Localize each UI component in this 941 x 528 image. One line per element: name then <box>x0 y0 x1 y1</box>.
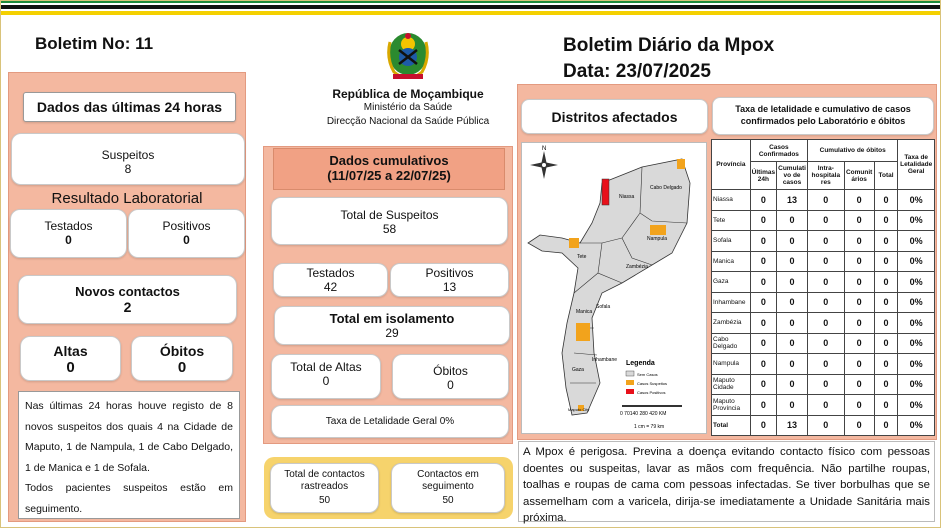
cumulative-title: Dados cumulativos <box>329 153 449 168</box>
table-cell: 0 <box>808 333 845 354</box>
table-cell: 0 <box>808 374 845 395</box>
table-row <box>712 313 935 334</box>
table-cell: 0 <box>750 333 776 354</box>
tested-24h-label: Testados <box>44 219 93 233</box>
table-cell: 0 <box>844 272 874 293</box>
total-suspects-label: Total de Suspeitos <box>340 208 439 222</box>
contacts-traced-value: 50 <box>318 495 331 506</box>
new-contacts-value: 2 <box>123 299 132 315</box>
th-community: Comunit ários <box>844 162 874 190</box>
table-cell: 0% <box>898 313 935 334</box>
discharges-24h-value: 0 <box>66 359 75 376</box>
rate-title-box <box>712 97 934 135</box>
map-label-nampula: Nampula <box>647 236 668 242</box>
table-cell: 0 <box>874 272 898 293</box>
daily-note-summary: Nas últimas 24 horas houve registo de 8 novos suspeitos dos quais 4 na Cidade de Maputo, 1 de Nampula, 1 de Cabo Delgado, 1 de Manica e 1 de Sofala. <box>25 400 233 474</box>
table-cell: 13 <box>777 190 808 211</box>
cumulative-title-box <box>273 148 505 190</box>
districts-title-box <box>521 99 708 134</box>
daily-note-followup: Todos pacientes suspeitos estão em seguimento. <box>25 482 233 515</box>
compass-rose-icon <box>530 151 558 179</box>
tested-24h-value: 0 <box>65 233 72 247</box>
ministry-name: Ministério da Saúde <box>363 102 453 113</box>
mozambique-map <box>521 142 707 434</box>
table-cell: 0 <box>844 251 874 272</box>
province-name-cell: Manica <box>712 251 751 272</box>
map-label-niassa: Niassa <box>619 194 635 200</box>
table-row <box>712 415 935 436</box>
table-row <box>712 272 935 293</box>
table-row <box>712 395 935 416</box>
table-cell: 0 <box>777 231 808 252</box>
table-row <box>712 210 935 231</box>
province-name-cell: Maputo Província <box>712 395 751 416</box>
coat-of-arms-emblem <box>382 28 434 82</box>
table-cell: 0 <box>808 231 845 252</box>
table-cell: 0 <box>777 272 808 293</box>
deaths-cum-value: 0 <box>447 378 454 392</box>
tested-24h-card <box>10 209 127 258</box>
map-label-manica: Manica <box>576 309 593 315</box>
bulletin-number: Boletim No: 11 <box>35 34 154 53</box>
table-cell: 0 <box>844 374 874 395</box>
positive-24h-card <box>128 209 245 258</box>
deaths-cum-card <box>392 354 509 399</box>
isolation-value: 29 <box>385 326 399 340</box>
table-row <box>712 231 935 252</box>
discharges-24h-label: Altas <box>53 343 88 359</box>
deaths-24h-label: Óbitos <box>159 343 205 359</box>
cumulative-period: (11/07/25 a 22/07/25) <box>327 168 451 183</box>
table-cell: 0 <box>777 292 808 313</box>
table-cell: 0 <box>844 395 874 416</box>
table-cell: 0 <box>808 272 845 293</box>
scale-label: 0 70140 280 420 KM <box>620 411 667 417</box>
table-cell: 0 <box>808 395 845 416</box>
province-name-cell: Inhambane <box>712 292 751 313</box>
new-contacts-card <box>18 275 237 324</box>
province-name-cell: Nampula <box>712 354 751 375</box>
table-cell: 0% <box>898 354 935 375</box>
province-name-cell: Niassa <box>712 190 751 211</box>
table-cell: 0 <box>777 210 808 231</box>
table-cell: 0 <box>750 231 776 252</box>
table-cell: 0 <box>777 354 808 375</box>
table-cell: 0% <box>898 251 935 272</box>
table-cell: 0% <box>898 415 935 436</box>
table-cell: 0 <box>874 354 898 375</box>
table-cell: 0 <box>808 210 845 231</box>
province-name-cell: Total <box>712 415 751 436</box>
contacts-traced-label: Total de contactos rastreados <box>284 469 365 492</box>
map-label-sofala: Sofala <box>596 304 611 310</box>
table-cell: 0 <box>844 292 874 313</box>
province-name-cell: Sofala <box>712 231 751 252</box>
table-cell: 0 <box>777 313 808 334</box>
table-row <box>712 374 935 395</box>
positive-24h-label: Positivos <box>162 219 211 233</box>
province-name-cell: Cabo Delgado <box>712 333 751 354</box>
isolation-card <box>274 306 510 345</box>
table-cell: 0 <box>777 251 808 272</box>
table-cell: 0 <box>750 415 776 436</box>
total-suspects-card <box>271 197 508 245</box>
table-cell: 0 <box>777 395 808 416</box>
province-name-cell: Gaza <box>712 272 751 293</box>
contacts-followup-value: 50 <box>442 495 454 506</box>
suspects-card <box>11 133 245 185</box>
legend-title: Legenda <box>626 360 655 367</box>
table-cell: 0% <box>898 292 935 313</box>
province-table-body <box>712 190 935 436</box>
table-cell: 0 <box>750 313 776 334</box>
th-total: Total <box>874 162 898 190</box>
scale-bar <box>622 405 682 407</box>
table-cell: 0 <box>808 251 845 272</box>
table-cell: 0 <box>808 292 845 313</box>
suspects-value: 8 <box>124 162 132 176</box>
table-cell: 0 <box>750 210 776 231</box>
discharges-cum-label: Total de Altas <box>290 360 362 374</box>
table-cell: 0 <box>874 251 898 272</box>
legend-swatch-positive <box>626 389 634 394</box>
lab-results-title: Resultado Laboratorial <box>51 190 203 207</box>
table-cell: 0 <box>844 210 874 231</box>
table-cell: 0 <box>750 354 776 375</box>
daily-note <box>18 391 240 519</box>
legend-positive: Casos Positivos <box>637 390 666 395</box>
table-cell: 0 <box>844 333 874 354</box>
table-cell: 0% <box>898 272 935 293</box>
legend-swatch-no-cases <box>626 371 634 376</box>
deaths-24h-card <box>131 336 233 381</box>
table-cell: 0 <box>874 292 898 313</box>
table-row <box>712 292 935 313</box>
positive-cum-label: Positivos <box>425 266 474 280</box>
table-cell: 0 <box>844 354 874 375</box>
table-cell: 0 <box>874 231 898 252</box>
directorate-name: Direcção Nacional da Saúde Pública <box>326 116 490 127</box>
province-name-cell: Zambézia <box>712 313 751 334</box>
table-cell: 0% <box>898 231 935 252</box>
positive-cum-value: 13 <box>442 280 457 294</box>
table-cell: 0 <box>874 374 898 395</box>
map-label-gaza: Gaza <box>572 367 584 373</box>
map-label-zambezia: Zambézia <box>626 264 648 270</box>
last-24h-title: Dados das últimas 24 horas <box>36 99 223 115</box>
last-24h-title-box <box>23 92 236 122</box>
table-cell: 0 <box>844 415 874 436</box>
discharges-cum-card <box>271 354 381 399</box>
province-name-cell: Maputo Cidade <box>712 374 751 395</box>
stripe-yellow <box>0 11 941 15</box>
table-cell: 0% <box>898 333 935 354</box>
table-cell: 0 <box>874 415 898 436</box>
contacts-followup-label: Contactos em seguimento <box>417 469 479 492</box>
table-cell: 0% <box>898 190 935 211</box>
map-label-inhambane: Inhambane <box>592 357 618 363</box>
table-row <box>712 190 935 211</box>
table-cell: 0 <box>750 395 776 416</box>
table-cell: 0 <box>874 333 898 354</box>
table-cell: 0 <box>808 313 845 334</box>
prevention-advice: A Mpox é perigosa. Previna a doença evitando contacto físico com pessoas doentes ou suspeitas, lavar as mãos com frequência. Não partilhe roupas, toalhas e roupas de cama com pessoas infectadas. Se tiver borbulhas que se assemelham com a varicela, dirija-se imediatamente a Unidade Sanitária mais próxima. <box>518 441 935 522</box>
positive-cum-card <box>390 263 509 297</box>
new-contacts-label: Novos contactos <box>75 284 180 299</box>
table-row <box>712 354 935 375</box>
table-cell: 0 <box>874 210 898 231</box>
table-cell: 13 <box>777 415 808 436</box>
lethality-label: Taxa de Letalidade Geral 0% <box>325 416 455 427</box>
th-intra: Intra-hospitala res <box>808 162 845 190</box>
tested-cum-card <box>273 263 388 297</box>
tested-cum-value: 42 <box>323 280 338 294</box>
th-cumulative: Cumulati vo de casos <box>777 162 808 190</box>
table-cell: 0 <box>750 251 776 272</box>
isolation-label: Total em isolamento <box>329 311 455 326</box>
table-cell: 0% <box>898 374 935 395</box>
table-cell: 0 <box>844 231 874 252</box>
table-cell: 0 <box>750 292 776 313</box>
th-confirmed: Casos Confirmados <box>750 140 807 162</box>
deaths-24h-value: 0 <box>177 359 187 376</box>
positive-24h-value: 0 <box>183 233 190 247</box>
map-label-maputo-city: Maputo City <box>568 407 590 412</box>
table-cell: 0 <box>808 354 845 375</box>
compass-north-label: N <box>542 146 547 152</box>
table-cell: 0 <box>808 415 845 436</box>
map-label-tete: Tete <box>577 254 587 260</box>
table-cell: 0 <box>844 313 874 334</box>
table-cell: 0 <box>874 395 898 416</box>
province-name-cell: Tete <box>712 210 751 231</box>
table-cell: 0% <box>898 395 935 416</box>
table-cell: 0 <box>750 374 776 395</box>
tested-cum-label: Testados <box>306 266 355 280</box>
table-row <box>712 251 935 272</box>
table-cell: 0% <box>898 210 935 231</box>
th-last24: Últimas 24h <box>750 162 776 190</box>
page-title: Boletim Diário da Mpox <box>563 35 775 56</box>
legend-no-cases: Sem Casos <box>637 372 658 377</box>
map-svg <box>522 143 708 435</box>
table-cell: 0 <box>750 190 776 211</box>
discharges-24h-card <box>20 336 121 381</box>
table-cell: 0 <box>874 190 898 211</box>
province-table <box>711 139 935 436</box>
table-cell: 0 <box>844 190 874 211</box>
rate-title: Taxa de letalidade e cumulativo de casos confirmados pelo Laboratório e óbitos <box>735 104 911 126</box>
th-lethality: Taxa de Letalidade Geral <box>898 140 935 190</box>
table-cell: 0 <box>874 313 898 334</box>
table-row <box>712 333 935 354</box>
republic-name: República de Moçambique <box>332 87 484 101</box>
table-cell: 0 <box>777 374 808 395</box>
discharges-cum-value: 0 <box>322 374 330 388</box>
contacts-traced-card <box>270 463 379 513</box>
legend-suspect: Casos Suspeitos <box>637 381 668 386</box>
table-cell: 0 <box>777 333 808 354</box>
lethality-card <box>271 405 509 438</box>
suspects-label: Suspeitos <box>101 148 155 162</box>
table-cell: 0 <box>808 190 845 211</box>
report-date: Data: 23/07/2025 <box>563 61 711 82</box>
th-deaths-cum: Cumulativo de óbitos <box>808 140 898 162</box>
legend-swatch-suspect <box>626 380 634 385</box>
th-province: Província <box>712 140 751 190</box>
deaths-cum-label: Óbitos <box>433 364 468 378</box>
districts-title: Distritos afectados <box>551 109 678 125</box>
total-suspects-value: 58 <box>382 222 397 236</box>
contacts-followup-card <box>391 463 505 513</box>
table-cell: 0 <box>750 272 776 293</box>
map-label-cabo-delgado: Cabo Delgado <box>650 185 682 191</box>
scale-note: 1 cm = 79 km <box>634 424 665 430</box>
